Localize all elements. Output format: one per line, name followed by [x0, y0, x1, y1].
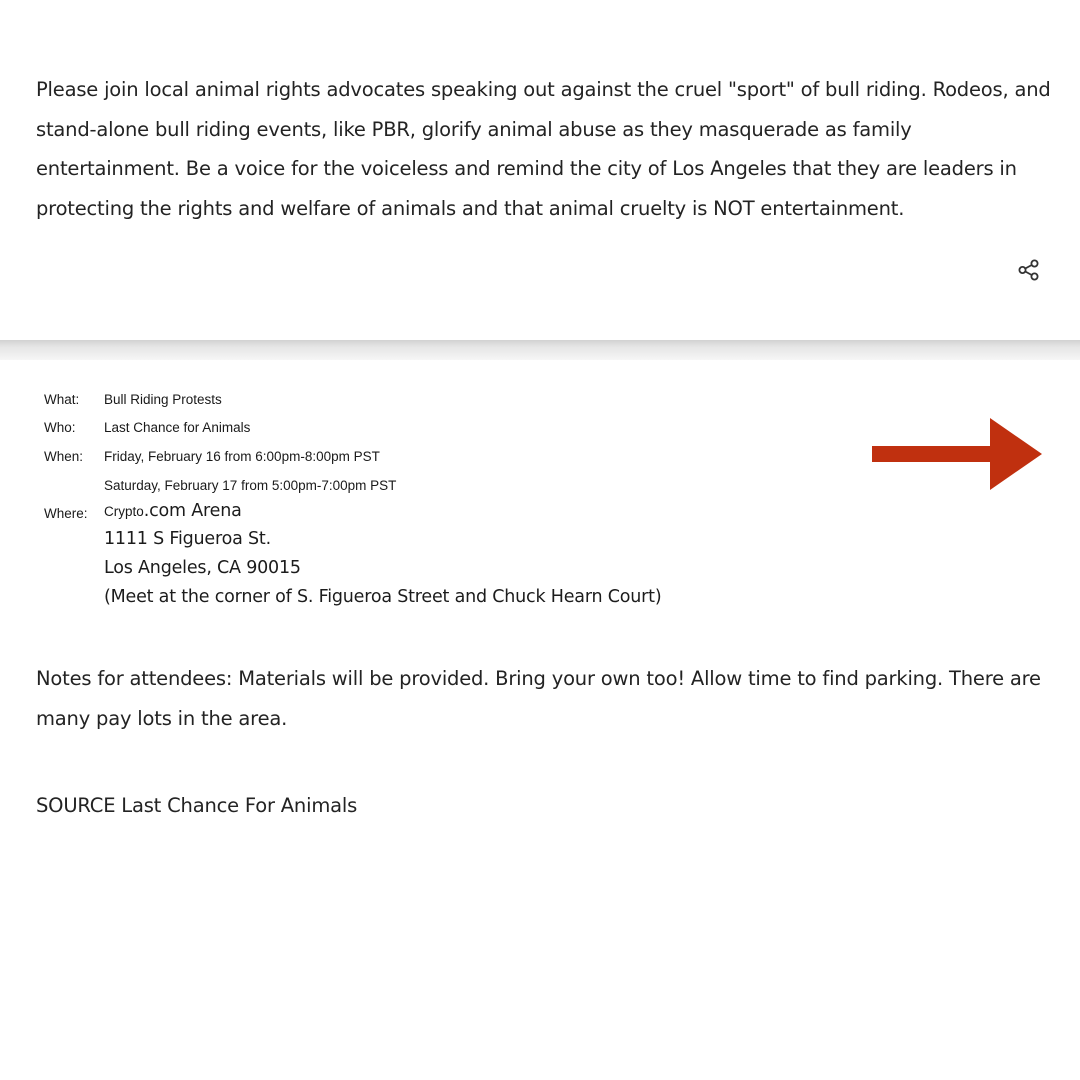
address-row-3 [0, 586, 900, 614]
detail-row-what [0, 386, 900, 414]
detail-row-when-2 [0, 472, 900, 500]
what-label: What: [44, 392, 80, 407]
detail-row-where [0, 500, 900, 528]
who-value: Last Chance for Animals [104, 420, 251, 435]
section-divider [0, 340, 1080, 360]
detail-row-when [0, 443, 900, 471]
address-row-2 [0, 557, 900, 585]
source-line: SOURCE Last Chance For Animals [36, 794, 358, 817]
what-value: Bull Riding Protests [104, 392, 222, 407]
detail-row-who [0, 414, 900, 442]
who-label: Who: [44, 420, 76, 435]
when-value-1: Friday, February 16 from 6:00pm-8:00pm PST [104, 449, 380, 464]
address-line-3: (Meet at the corner of S. Figueroa Street and Chuck Hearn Court) [104, 587, 662, 607]
where-value [104, 501, 242, 521]
where-label: Where: [44, 506, 88, 521]
address-row-1 [0, 528, 900, 556]
address-line-1: 1111 S Figueroa St. [104, 529, 271, 549]
intro-paragraph: Please join local animal rights advocates speaking out against the cruel "sport" of bull riding. Rodeos, and stand-alone bull riding events, like PBR, glorify animal abuse as they masquerade as family entertainment. Be a voice for the voiceless and remind the city of Los Angeles that they are leaders in protecting the rights and welfare of animals and that animal cruelty is NOT entertainment. [36, 78, 1051, 220]
address-line-2: Los Angeles, CA 90015 [104, 558, 301, 578]
right-arrow-icon [870, 418, 1044, 490]
when-label: When: [44, 449, 84, 464]
share-icon[interactable] [1017, 258, 1041, 282]
notes-paragraph: Notes for attendees: Materials will be provided. Bring your own too! Allow time to find parking. There are many pay lots in the area. [36, 667, 1041, 730]
event-details [0, 360, 1080, 630]
where-suffix: .com Arena [143, 501, 242, 521]
when-value-2: Saturday, February 17 from 5:00pm-7:00pm PST [104, 478, 397, 493]
where-prefix: Crypto [104, 504, 144, 519]
